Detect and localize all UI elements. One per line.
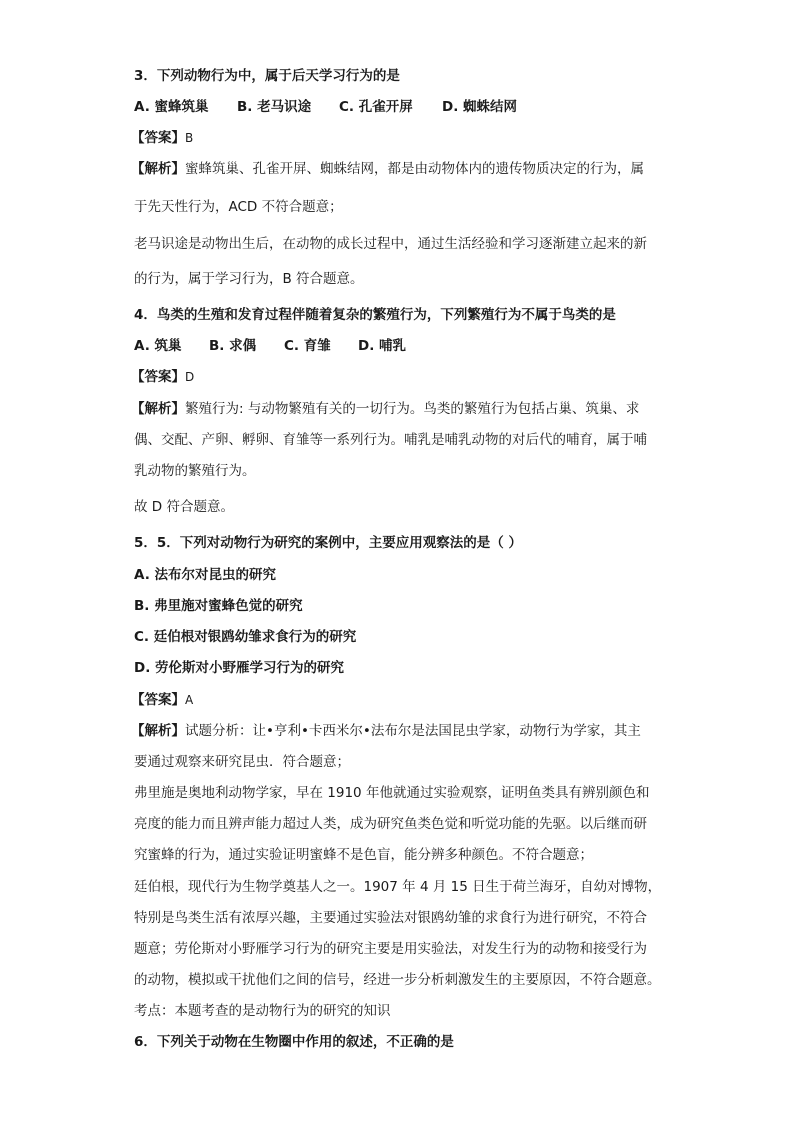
q3-analysis-line-2: 于先天性行为，ACD 不符合题意； xyxy=(134,199,343,215)
q3-option-d: D. 蜘蛛结网 xyxy=(442,99,518,115)
answer-tag: 【答案】 xyxy=(131,692,185,708)
q3-analysis-line-3: 老马识途是动物出生后，在动物的成长过程中，通过生活经验和学习逐渐建立起来的新 xyxy=(134,236,647,252)
q4-analysis-line-1 xyxy=(131,399,639,419)
q5-analysis-line-6: 廷伯根，现代行为生物学奠基人之一。1907 年 4 月 15 日生于荷兰海牙，自幼对博物， xyxy=(134,879,662,895)
q5-option-a: A. 法布尔对昆虫的研究 xyxy=(134,567,277,583)
analysis-text: 繁殖行为: 与动物繁殖有关的一切行为。鸟类的繁殖行为包括占巢、筑巢、求 xyxy=(185,401,640,417)
q5-analysis-line-1 xyxy=(131,721,641,741)
analysis-text: 蜜蜂筑巢、孔雀开屏、蜘蛛结网，都是由动物体内的遗传物质决定的行为，属 xyxy=(185,161,644,177)
q4-analysis-line-2: 偶、交配、产卵、孵卵、育雏等一系列行为。哺乳是哺乳动物的对后代的哺育，属于哺 xyxy=(134,432,647,448)
analysis-tag: 【解析】 xyxy=(131,161,185,177)
q6-stem: 6．下列关于动物在生物圈中作用的叙述，不正确的是 xyxy=(134,1034,454,1050)
q3-answer xyxy=(131,128,193,148)
answer-tag: 【答案】 xyxy=(131,130,185,146)
q5-analysis-line-3: 弗里施是奥地利动物学家，早在 1910 年他就通过实验观察，证明鱼类具有辨别颜色和 xyxy=(134,785,650,801)
q3-option-c: C. 孔雀开屏 xyxy=(339,99,413,115)
q4-stem: 4．鸟类的生殖和发育过程伴随着复杂的繁殖行为，下列繁殖行为不属于鸟类的是 xyxy=(134,307,616,323)
q3-option-b: B. 老马识途 xyxy=(237,99,312,115)
q4-option-a: A. 筑巢 xyxy=(134,338,182,354)
q4-option-d: D. 哺乳 xyxy=(358,338,407,354)
q5-analysis-line-4: 亮度的能力而且辨声能力超过人类，成为研究鱼类色觉和听觉功能的先驱。以后继而研 xyxy=(134,816,647,832)
q5-analysis-line-5: 究蜜蜂的行为，通过实验证明蜜蜂不是色盲，能分辨多种颜色。不符合题意； xyxy=(134,847,593,863)
analysis-tag: 【解析】 xyxy=(131,723,185,739)
q5-analysis-line-7: 特别是鸟类生活有浓厚兴趣，主要通过实验法对银鸥幼雏的求食行为进行研究，不符合 xyxy=(134,910,647,926)
answer-tag: 【答案】 xyxy=(131,369,185,385)
q5-analysis-line-8: 题意；劳伦斯对小野雁学习行为的研究主要是用实验法，对发生行为的动物和接受行为 xyxy=(134,941,647,957)
analysis-tag: 【解析】 xyxy=(131,401,185,417)
q4-answer xyxy=(131,367,194,387)
q5-option-c: C. 廷伯根对银鸥幼雏求食行为的研究 xyxy=(134,629,357,645)
q3-analysis-line-4: 的行为，属于学习行为，B 符合题意。 xyxy=(134,271,364,287)
answer-value: D xyxy=(185,370,195,384)
answer-value: A xyxy=(185,693,194,707)
q3-stem: 3．下列动物行为中，属于后天学习行为的是 xyxy=(134,68,400,84)
q5-stem: 5．5．下列对动物行为研究的案例中，主要应用观察法的是（ ） xyxy=(134,535,522,551)
q4-option-c: C. 育雏 xyxy=(284,338,331,354)
q5-analysis-line-2: 要通过观察来研究昆虫．符合题意； xyxy=(134,754,350,770)
analysis-text: 试题分析：让•亨利•卡西米尔•法布尔是法国昆虫学家，动物行为学家，其主 xyxy=(185,723,641,739)
q4-analysis-line-4: 故 D 符合题意。 xyxy=(134,499,234,515)
q3-analysis-line-1 xyxy=(131,159,644,179)
q5-option-b: B. 弗里施对蜜蜂色觉的研究 xyxy=(134,598,303,614)
answer-value: B xyxy=(185,131,194,145)
q3-option-a: A. 蜜蜂筑巢 xyxy=(134,99,209,115)
q5-option-d: D. 劳伦斯对小野雁学习行为的研究 xyxy=(134,660,345,676)
q4-analysis-line-3: 乳动物的繁殖行为。 xyxy=(134,463,256,479)
q4-option-b: B. 求偶 xyxy=(209,338,257,354)
q5-answer xyxy=(131,690,193,710)
q5-analysis-line-9: 的动物，模拟或干扰他们之间的信号，经进一步分析刺激发生的主要原因，不符合题意。 xyxy=(134,972,661,988)
q5-analysis-line-10: 考点：本题考查的是动物行为的研究的知识 xyxy=(134,1003,391,1019)
